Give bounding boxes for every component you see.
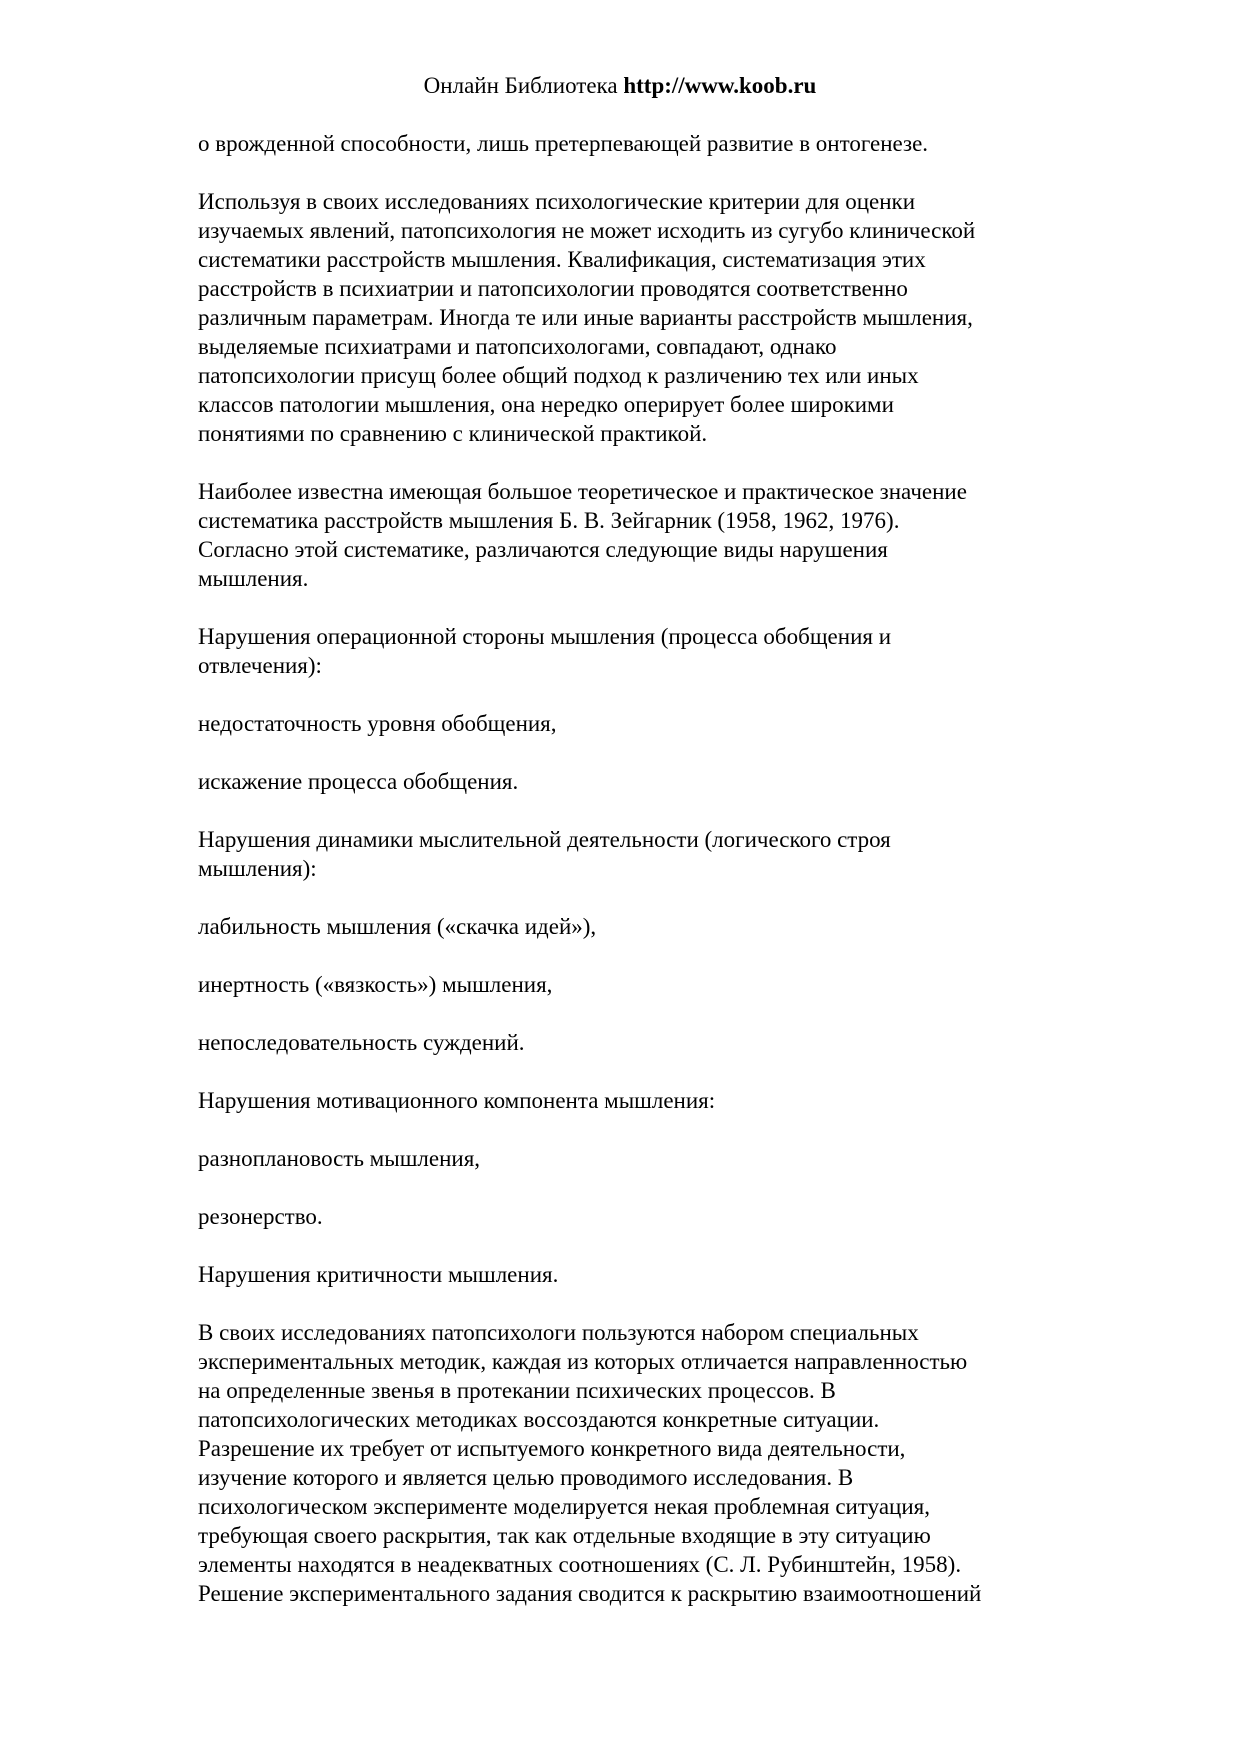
paragraph-4 [198,622,1080,680]
text-line: патопсихологических методиках воссоздаются конкретные ситуации. [198,1407,880,1432]
text-line: Разрешение их требует от испытуемого конкретного вида деятельности, [198,1436,906,1461]
document-body [198,129,1080,1608]
text-line: различным параметрам. Иногда те или иные варианты расстройств мышления, [198,305,973,330]
text-line: резонерство. [198,1204,323,1229]
text-line: психологическом эксперименте моделируется некая проблемная ситуация, [198,1494,930,1519]
paragraph-1 [198,129,1080,158]
text-line: экспериментальных методик, каждая из которых отличается направленностью [198,1349,968,1374]
header-url-link[interactable]: http://www.koob.ru [623,73,817,98]
paragraph-6 [198,767,1080,796]
text-line: элементы находятся в неадекватных соотношениях (С. Л. Рубинштейн, 1958). [198,1552,962,1577]
text-line: недостаточность уровня обобщения, [198,711,557,736]
text-line: мышления): [198,856,317,881]
paragraph-2 [198,187,1080,448]
paragraph-12 [198,1144,1080,1173]
text-line: непоследовательность суждений. [198,1030,525,1055]
text-line: изучаемых явлений, патопсихология не может исходить из сугубо клинической [198,218,976,243]
text-line: Наиболее известна имеющая большое теоретическое и практическое значение [198,479,967,504]
paragraph-8 [198,912,1080,941]
text-line: отвлечения): [198,653,322,678]
paragraph-7 [198,825,1080,883]
text-line: Согласно этой систематике, различаются следующие виды нарушения [198,537,888,562]
text-line: мышления. [198,566,309,591]
text-line: Нарушения операционной стороны мышления (процесса обобщения и [198,624,892,649]
text-line: Используя в своих исследованиях психологические критерии для оценки [198,189,916,214]
text-line: Решение экспериментального задания сводится к раскрытию взаимоотношений [198,1581,982,1606]
text-line: требующая своего раскрытия, так как отдельные входящие в эту ситуацию [198,1523,931,1548]
text-line: о врожденной способности, лишь претерпевающей развитие в онтогенезе. [198,131,929,156]
text-line: Нарушения критичности мышления. [198,1262,559,1287]
header-site-name: Онлайн Библиотека [423,73,618,98]
text-line: систематика расстройств мышления Б. В. Зейгарник (1958, 1962, 1976). [198,508,900,533]
paragraph-3 [198,477,1080,593]
page-header [0,72,1240,100]
text-line: разноплановость мышления, [198,1146,481,1171]
paragraph-14 [198,1260,1080,1289]
text-line: понятиями по сравнению с клинической практикой. [198,421,708,446]
text-line: систематики расстройств мышления. Квалификация, систематизация этих [198,247,926,272]
text-line: расстройств в психиатрии и патопсихологии проводятся соответственно [198,276,908,301]
text-line: инертность («вязкость») мышления, [198,972,553,997]
text-line: выделяемые психиатрами и патопсихологами, совпадают, однако [198,334,837,359]
paragraph-13 [198,1202,1080,1231]
text-line: патопсихологии присущ более общий подход к различению тех или иных [198,363,919,388]
text-line: классов патологии мышления, она нередко оперирует более широкими [198,392,894,417]
text-line: искажение процесса обобщения. [198,769,519,794]
paragraph-9 [198,970,1080,999]
paragraph-15 [198,1318,1080,1608]
text-line: лабильность мышления («скачка идей»), [198,914,597,939]
paragraph-5 [198,709,1080,738]
text-line: В своих исследованиях патопсихологи пользуются набором специальных [198,1320,919,1345]
text-line: Нарушения мотивационного компонента мышления: [198,1088,716,1113]
text-line: Нарушения динамики мыслительной деятельности (логического строя [198,827,891,852]
text-line: на определенные звенья в протекании психических процессов. В [198,1378,836,1403]
paragraph-10 [198,1028,1080,1057]
text-line: изучение которого и является целью проводимого исследования. В [198,1465,854,1490]
paragraph-11 [198,1086,1080,1115]
